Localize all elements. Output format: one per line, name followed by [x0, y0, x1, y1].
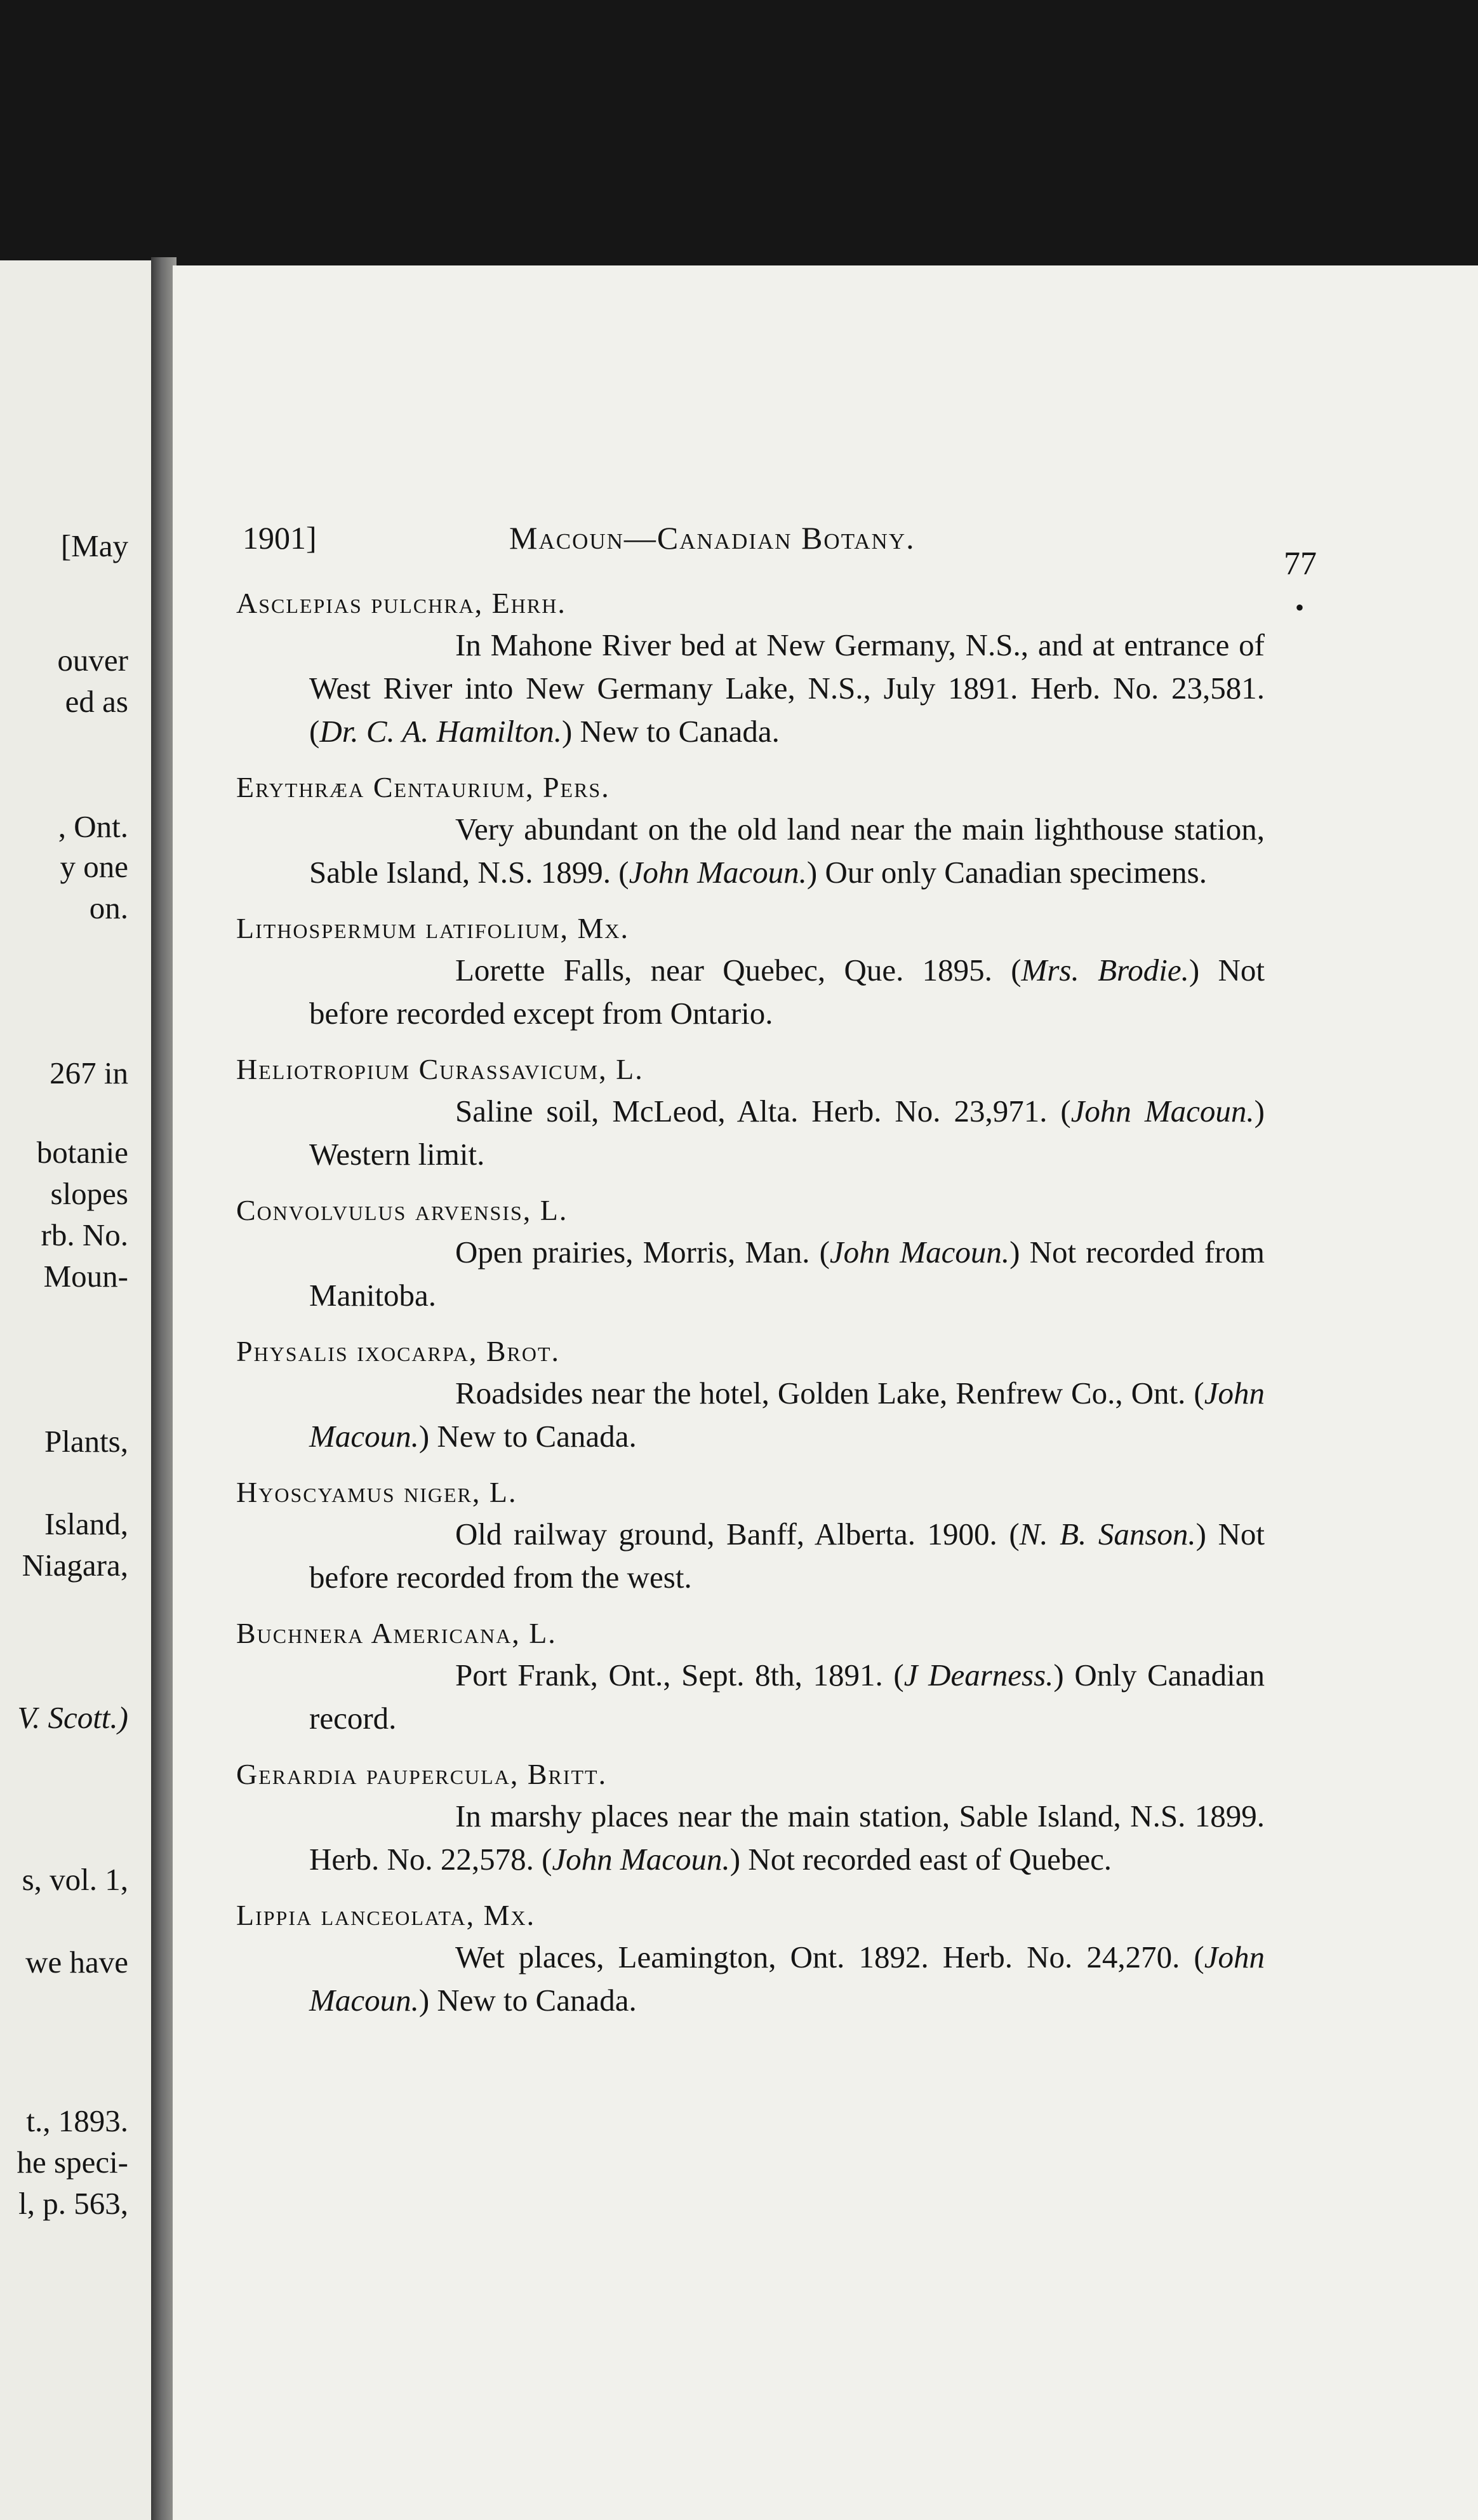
scan-background — [0, 0, 1478, 273]
previous-page-line: t., 1893. — [26, 2103, 128, 2138]
species-heading: Hyoscyamus niger, L. — [236, 1476, 517, 1508]
species-heading: Erythræa Centaurium, Pers. — [236, 771, 610, 803]
species-heading: Buchnera Americana, L. — [236, 1617, 557, 1649]
previous-page-line: ouver — [57, 643, 128, 678]
record-text-end: ) Our only Canadian specimens. — [806, 855, 1207, 890]
species-entry — [236, 1472, 1265, 1599]
record-text: Roadsides near the hotel, Golden Lake, Renfrew Co., Ont. ( — [455, 1376, 1204, 1411]
species-entries — [236, 583, 1265, 2036]
record-text: Saline soil, McLeod, Alta. Herb. No. 23,971. ( — [455, 1094, 1071, 1129]
collector-name: John Macoun. — [552, 1842, 730, 1877]
previous-page-fragment — [0, 260, 159, 2520]
previous-page-line: Island, — [44, 1506, 128, 1541]
species-entry — [236, 1754, 1265, 1881]
species-record — [236, 808, 1265, 894]
record-text-end: ) Not recorded east of Quebec. — [729, 1842, 1112, 1877]
species-entry — [236, 1613, 1265, 1740]
species-entry — [236, 1049, 1265, 1176]
previous-page-line: we have — [25, 1945, 128, 1980]
record-text-end: ) New to Canada. — [418, 1419, 637, 1454]
previous-page-line: Plants, — [44, 1424, 128, 1459]
record-text: Very abundant on the old land near the main lighthouse station, Sable Island, N.S. 1899. ( — [309, 812, 1265, 890]
record-text: Old railway ground, Banff, Alberta. 1900. ( — [455, 1517, 1020, 1552]
previous-page-line: s, vol. 1, — [22, 1862, 128, 1897]
species-record — [236, 1654, 1265, 1740]
record-text-end: ) Only Canadian record. — [309, 1658, 1265, 1736]
species-record — [236, 1231, 1265, 1317]
species-entry — [236, 1190, 1265, 1317]
collector-name: John Macoun. — [1070, 1094, 1255, 1129]
previous-page-line: rb. No. — [41, 1217, 128, 1252]
book-page — [173, 265, 1478, 2520]
previous-page-line: l, p. 563, — [18, 2186, 128, 2221]
previous-page-line: botanie — [36, 1135, 128, 1170]
running-head-year: 1901] — [243, 520, 317, 556]
species-heading: Convolvulus arvensis, L. — [236, 1194, 568, 1226]
species-entry — [236, 767, 1265, 894]
record-text: In marshy places near the main station, Sable Island, N.S. 1899. Herb. No. 22,578. ( — [309, 1799, 1265, 1877]
running-head-title: Macoun—Canadian Botany. — [509, 520, 915, 556]
collector-name: John Macoun. — [629, 855, 807, 890]
previous-page-line: on. — [89, 890, 128, 925]
species-record — [236, 624, 1265, 753]
previous-page-line: [May — [60, 528, 128, 563]
species-entry — [236, 908, 1265, 1035]
record-text-end: ) Western limit. — [309, 1094, 1265, 1172]
record-text-end: ) Not before recorded from the west. — [309, 1517, 1265, 1595]
species-record — [236, 1795, 1265, 1881]
species-heading: Physalis ixocarpa, Brot. — [236, 1335, 561, 1367]
collector-name: John Macoun. — [309, 1376, 1265, 1454]
collector-name: John Macoun. — [309, 1940, 1265, 2018]
species-entry — [236, 1895, 1265, 2022]
species-entry — [236, 1331, 1265, 1458]
species-heading: Lithospermum latifolium, Mx. — [236, 912, 630, 944]
species-heading: Lippia lanceolata, Mx. — [236, 1899, 536, 1931]
record-text: Lorette Falls, near Quebec, Que. 1895. ( — [455, 953, 1022, 988]
record-text-end: ) Not recorded from Manitoba. — [309, 1235, 1265, 1313]
previous-page-line: he speci- — [17, 2145, 128, 2180]
previous-page-line: 267 in — [50, 1056, 128, 1090]
previous-page-line: , Ont. — [58, 809, 128, 844]
species-record — [236, 1090, 1265, 1176]
page-number-dot: • — [1295, 593, 1305, 622]
record-text-end: ) New to Canada. — [418, 1983, 637, 2018]
species-heading: Gerardia paupercula, Britt. — [236, 1758, 608, 1790]
collector-name: Dr. C. A. Hamilton. — [319, 714, 562, 749]
record-text-end: ) Not before recorded except from Ontario. — [309, 953, 1265, 1031]
previous-page-line: ed as — [65, 684, 128, 719]
collector-name: N. B. Sanson. — [1019, 1517, 1196, 1552]
species-heading: Asclepias pulchra, Ehrh. — [236, 587, 566, 619]
previous-page-line: Niagara, — [22, 1548, 128, 1583]
collector-name: John Macoun. — [829, 1235, 1010, 1270]
species-record — [236, 1936, 1265, 2022]
page-number: 77 — [1284, 546, 1317, 582]
previous-page-line: Moun- — [43, 1259, 128, 1294]
previous-page-line: V. Scott.) — [17, 1700, 128, 1735]
record-text: Port Frank, Ont., Sept. 8th, 1891. ( — [455, 1658, 904, 1692]
record-text: Wet places, Leamington, Ont. 1892. Herb. No. 24,270. ( — [455, 1940, 1204, 1974]
previous-page-line: slopes — [50, 1176, 128, 1211]
species-record — [236, 1513, 1265, 1599]
record-text-end: ) New to Canada. — [561, 714, 780, 749]
record-text: Open prairies, Morris, Man. ( — [455, 1235, 830, 1270]
previous-page-line: y one — [60, 849, 128, 884]
species-record — [236, 949, 1265, 1035]
collector-name: J Dearness. — [903, 1658, 1054, 1692]
species-record — [236, 1372, 1265, 1458]
record-text: In Mahone River bed at New Germany, N.S., and at entrance of West River into New Germany Lake, N.S., July 1891. Herb. No. 23,581. ( — [309, 627, 1265, 749]
collector-name: Mrs. Brodie. — [1021, 953, 1189, 988]
species-entry — [236, 583, 1265, 753]
species-heading: Heliotropium Curassavicum, L. — [236, 1053, 644, 1085]
